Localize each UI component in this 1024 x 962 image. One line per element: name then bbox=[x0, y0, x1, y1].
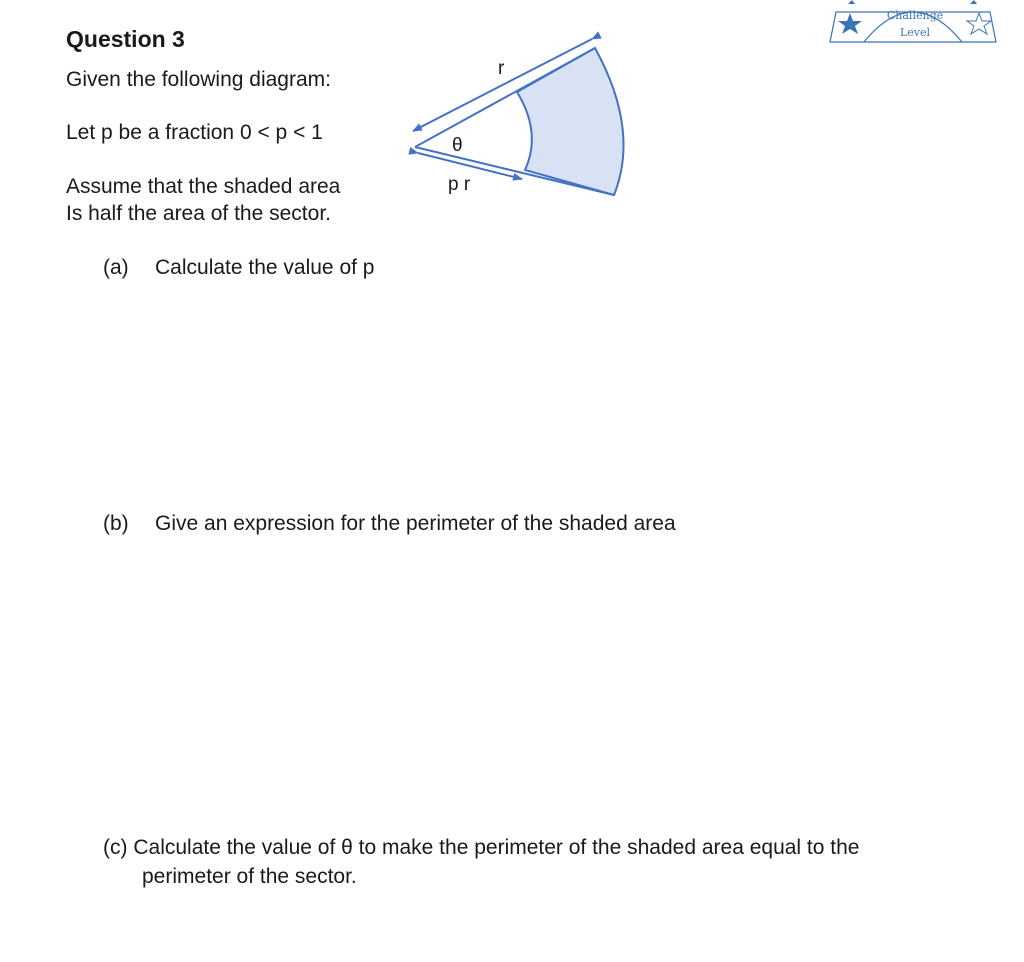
challenge-level-badge bbox=[828, 0, 998, 44]
part-b bbox=[103, 511, 676, 537]
part-c bbox=[103, 832, 859, 864]
label-pr: p r bbox=[448, 174, 471, 195]
part-a-label: (a) bbox=[103, 256, 129, 279]
assumption-line-1: Assume that the shaded area bbox=[66, 175, 341, 198]
question-title: Question 3 bbox=[66, 26, 185, 52]
part-a bbox=[103, 255, 374, 281]
part-c-text-continued: perimeter of the sector. bbox=[142, 865, 357, 888]
label-r: r bbox=[498, 58, 505, 79]
badge-challenge-text: Challenge bbox=[886, 9, 944, 22]
sector-diagram bbox=[400, 25, 640, 210]
badge-level-text: Level bbox=[899, 26, 931, 39]
part-b-label: (b) bbox=[103, 512, 129, 535]
part-a-text: Calculate the value of p bbox=[155, 256, 375, 279]
label-theta: θ bbox=[452, 135, 463, 156]
part-b-text: Give an expression for the perimeter of the shaded area bbox=[155, 512, 676, 535]
outline-star-icon bbox=[967, 13, 991, 34]
assumption-line-2: Is half the area of the sector. bbox=[66, 202, 331, 225]
filled-star-icon bbox=[838, 13, 862, 34]
intro-text: Given the following diagram: bbox=[66, 68, 331, 91]
part-c-label: (c) bbox=[103, 836, 128, 859]
part-c-text: Calculate the value of θ to make the perimeter of the shaded area equal to the bbox=[133, 836, 860, 859]
fraction-definition: Let p be a fraction 0 < p < 1 bbox=[66, 121, 323, 144]
